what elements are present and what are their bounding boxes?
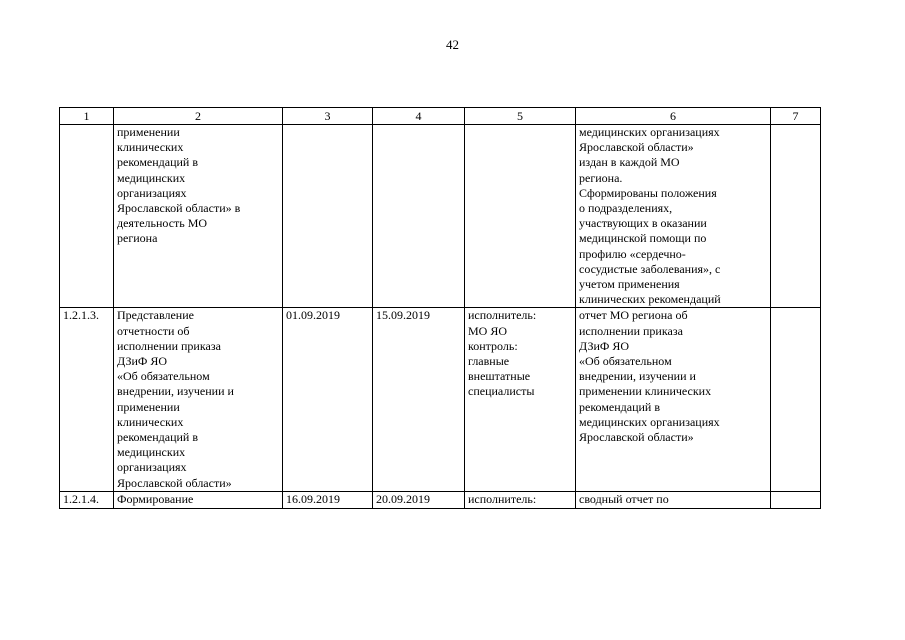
column-header: 3 — [283, 108, 373, 125]
result-cell: сводный отчет по — [576, 491, 771, 508]
activity-cell: Представление отчетности об исполнении приказа ДЗиФ ЯО «Об обязательном внедрении, изучении и применении клинических рекомендаций в медицинских организациях Ярославской области» — [114, 308, 283, 491]
item-number: 1.2.1.4. — [60, 491, 114, 508]
result-cell: медицинских организациях Ярославской области» издан в каждой МО региона. Сформированы положения о подразделениях, участвующих в оказании медицинской помощи по профилю «сердечно- сосудистые заболевания», с учетом применения клинических рекомендаций — [576, 125, 771, 308]
column-header: 2 — [114, 108, 283, 125]
page-number: 42 — [446, 37, 459, 52]
end-date-cell — [373, 125, 465, 308]
start-date-cell: 01.09.2019 — [283, 308, 373, 491]
end-date-cell: 20.09.2019 — [373, 491, 465, 508]
note-cell — [771, 125, 821, 308]
item-number: 1.2.1.3. — [60, 308, 114, 491]
item-number — [60, 125, 114, 308]
note-cell — [771, 308, 821, 491]
column-header: 7 — [771, 108, 821, 125]
column-header: 4 — [373, 108, 465, 125]
table-row — [60, 125, 821, 308]
activity-cell: Формирование — [114, 491, 283, 508]
result-cell: отчет МО региона об исполнении приказа ДЗиФ ЯО «Об обязательном внедрении, изучении и применении клинических рекомендаций в медицинских организациях Ярославской области» — [576, 308, 771, 491]
activity-cell: применении клинических рекомендаций в медицинских организациях Ярославской области» в деятельность МО региона — [114, 125, 283, 308]
start-date-cell: 16.09.2019 — [283, 491, 373, 508]
end-date-cell: 15.09.2019 — [373, 308, 465, 491]
start-date-cell — [283, 125, 373, 308]
responsible-cell: исполнитель: МО ЯО контроль: главные внештатные специалисты — [465, 308, 576, 491]
column-header: 6 — [576, 108, 771, 125]
table-row — [60, 308, 821, 491]
responsible-cell: исполнитель: — [465, 491, 576, 508]
column-header: 5 — [465, 108, 576, 125]
note-cell — [771, 491, 821, 508]
column-header: 1 — [60, 108, 114, 125]
responsible-cell — [465, 125, 576, 308]
table-row — [60, 491, 821, 508]
table-header-row — [60, 108, 821, 125]
action-plan-table — [59, 107, 821, 509]
